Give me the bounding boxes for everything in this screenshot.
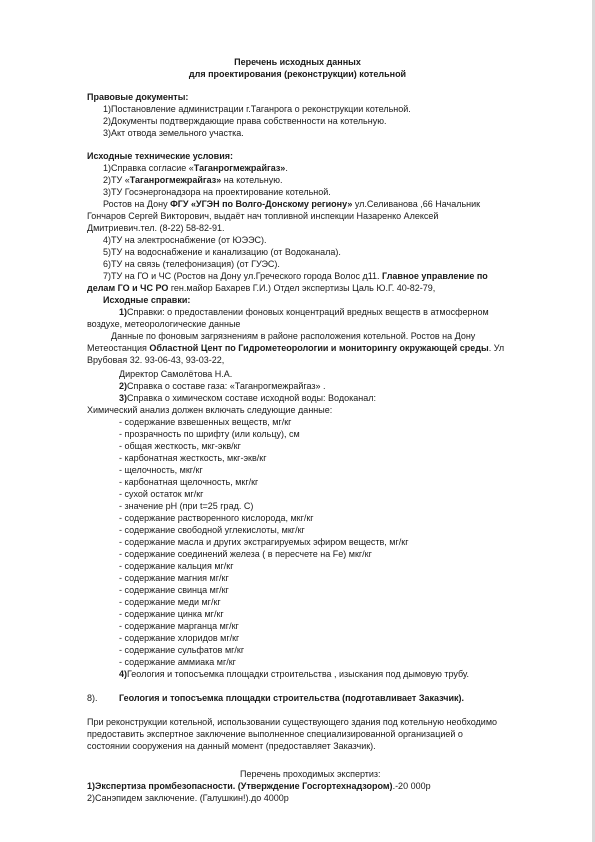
ref-item-2: 2)Справка о составе газа: «Таганрогмежрайгаз» . [119,381,326,391]
chem-item: - содержание магния мг/кг [119,573,229,583]
chem-item: - содержание взвешенных веществ, мг/кг [119,417,292,427]
tech-item-3: 3)ТУ Госэнергонадзора на проектирование котельной. [103,187,331,197]
rostov-line1: Ростов на Дону ФГУ «УГЭН по Волго-Донскому региону» ул.Селиванова ,66 Начальник [103,199,481,209]
chem-item: - карбонатная щелочность, мкг/кг [119,477,259,487]
legal-item: 1)Постановление администрации г.Таганрога о реконструкции котельной. [103,104,411,114]
legal-heading: Правовые документы: [87,92,189,102]
ref-item-3: 3)Справка о химическом составе исходной воды: Водоканал: [119,393,376,403]
geology-text: Геология и топосъемка площадки строительства (подготавливает Заказчик). [119,693,464,703]
chem-item: - щелочность, мкг/кг [119,465,203,475]
tech-item-6: 6)ТУ на связь (телефонизация) (от ГУЭС). [103,259,280,269]
rostov-line3: Дмитриевич.тел. (8-22) 58-82-91. [87,223,225,233]
chem-item: - общая жесткость, мкг-экв/кг [119,441,241,451]
expertise-paragraph-line2: предоставить экспертное заключение выполненное специализированной организацией о [87,729,463,739]
background-data-line2: Метеостанция Областной Цент по Гидрометеорологии и мониторингу окружающей среды. Ул [87,343,505,353]
legal-item: 3)Акт отвода земельного участка. [103,128,244,138]
chem-item: - карбонатная жесткость, мкг-экв/кг [119,453,267,463]
chem-item: - содержание аммиака мг/кг [119,657,236,667]
legal-item: 2)Документы подтверждающие права собственности на котельную. [103,116,387,126]
chem-item: - прозрачность по шрифту (или кольцу), см [119,429,300,439]
expertise-paragraph-line1: При реконструкции котельной, использовании существующего здания под котельную необходимо [87,717,498,727]
chem-item: - содержание сульфатов мг/кг [119,645,245,655]
ref-item-1-line2: воздухе, метеорологические данные [87,319,241,329]
tech-item-7: 7)ТУ на ГО и ЧС (Ростов на Дону ул.Греческого города Волос д11. Главное управление по [103,271,488,281]
chem-item: - значение pH (при t=25 град. С) [119,501,254,511]
refs-heading: Исходные справки: [103,295,191,305]
tech-item-7-line2: делам ГО и ЧС РО ген.майор Бахарев Г.И.) Отдел экспертизы Цаль Ю.Г. 40-82-79, [87,283,436,293]
chem-item: - содержание хлоридов мг/кг [119,633,240,643]
geology-number: 8). [87,693,98,703]
tech-item-4: 4)ТУ на электроснабжение (от ЮЭЭС). [103,235,267,245]
document-title-line2: для проектирования (реконструкции) котельной [188,69,407,79]
expertise-paragraph-line3: состоянии сооружения на данный момент (предоставляет Заказчик). [87,741,376,751]
chem-item: - содержание кальция мг/кг [119,561,234,571]
chem-item: - содержание свинца мг/кг [119,585,229,595]
expertise-item-2: 2)Санэпидем заключение. (Галушкин!).до 4000р [87,793,289,803]
document-title-line1: Перечень исходных данных [234,57,361,67]
chem-item: - содержание соединений железа ( в пересчете на Fe) мкг/кг [119,549,372,559]
chem-item: - содержание меди мг/кг [119,597,221,607]
tech-item-1: 1)Справка согласие «Таганрогмежрайгаз». [103,163,288,173]
chem-item: - содержание цинка мг/кг [119,609,224,619]
tech-item-2: 2)ТУ «Таганрогмежрайгаз» на котельную. [103,175,283,185]
rostov-line2: Гончаров Сергей Викторович, выдаёт нач топливной инспекции Назаренко Алексей [87,211,439,221]
ref-item-4: 4)Геология и топосъемка площадки строительства , изыскания под дымовую трубу. [119,669,470,679]
chem-item: - содержание растворенного кислорода, мкг/кг [119,513,314,523]
director-line: Директор Самолётова Н.А. [119,369,233,379]
ref-item-1: 1)Справки: о предоставлении фоновых концентраций вредных веществ в атмосферном [119,307,489,317]
chem-item: - сухой остаток мг/кг [119,489,204,499]
background-data-line1: Данные по фоновым загрязнениям в районе расположения котельной. Ростов на Дону [111,331,476,341]
chem-item: - содержание масла и других экстрагируемых эфиром веществ, мг/кг [119,537,409,547]
expertise-list-heading: Перечень проходимых экспертиз: [240,769,381,779]
tech-item-5: 5)ТУ на водоснабжение и канализацию (от Водоканала). [103,247,341,257]
chem-item: - содержание марганца мг/кг [119,621,239,631]
expertise-item-1: 1)Экспертиза промбезопасности. (Утверждение Госгортехнадзором).-20 000р [87,781,431,791]
chem-intro: Химический анализ должен включать следующие данные: [87,405,333,415]
tech-heading: Исходные технические условия: [87,151,233,161]
background-data-line3: Врубовая 32. 93-06-43, 93-03-22, [87,355,225,365]
chem-item: - содержание свободной углекислоты, мкг/кг [119,525,305,535]
